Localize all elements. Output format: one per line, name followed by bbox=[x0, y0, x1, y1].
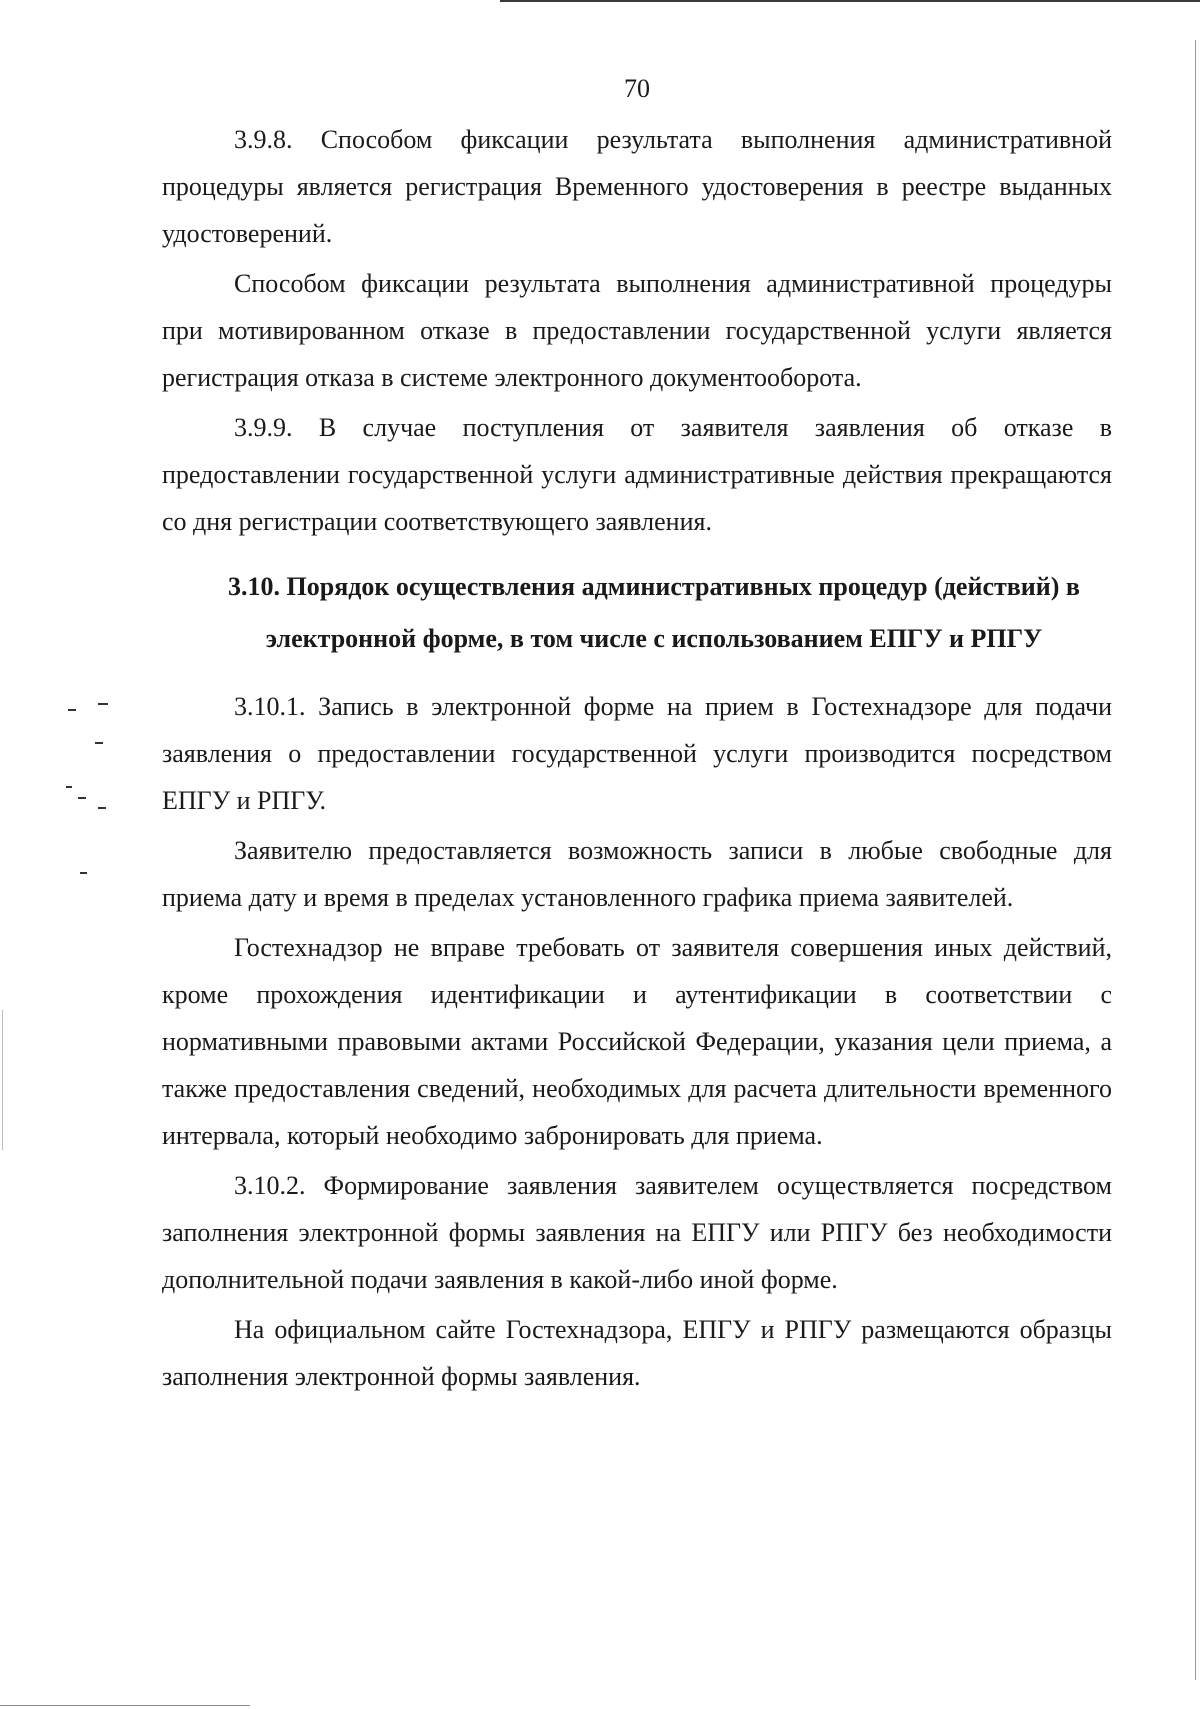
paragraph-3-9-8: 3.9.8. Способом фиксации результата выполнения административной процедуры является регистрация Временного удостоверения в реестре выданных удостоверений. bbox=[162, 125, 1112, 248]
document-page bbox=[162, 62, 1112, 1400]
paragraph-no-extra-actions: Гостехнадзор не вправе требовать от заявителя совершения иных действий, кроме прохождения идентификации и аутентификации в соответствии с нормативными правовыми актами Российской Федерации, указания цели приема, а также предоставления сведений, необходимых для расчета длительности временного интервала, который необходимо забронировать для приема. bbox=[162, 933, 1112, 1150]
scan-speck bbox=[98, 703, 108, 705]
paragraph-3-9-8-refusal: Способом фиксации результата выполнения административной процедуры при мотивированном отказе в предоставлении государственной услуги является регистрация отказа в системе электронного документооборота. bbox=[162, 269, 1112, 392]
scan-edge-bottom bbox=[0, 1705, 250, 1706]
paragraph-3-10-2: 3.10.2. Формирование заявления заявителем осуществляется посредством заполнения электронной формы заявления на ЕПГУ или РПГУ без необходимости дополнительной подачи заявления в какой-либо иной форме. bbox=[162, 1171, 1112, 1294]
section-heading-3-10: 3.10. Порядок осуществления административных процедур (действий) в электронной форме, в том числе с использованием ЕПГУ и РПГУ bbox=[228, 572, 1080, 653]
paragraph-3-10-1: 3.10.1. Запись в электронной форме на прием в Гостехнадзоре для подачи заявления о предоставлении государственной услуги производится посредством ЕПГУ и РПГУ. bbox=[162, 692, 1112, 815]
paragraph-form-samples: На официальном сайте Гостехнадзора, ЕПГУ и РПГУ размещаются образцы заполнения электронной формы заявления. bbox=[162, 1315, 1112, 1391]
scan-edge-left bbox=[2, 1010, 3, 1150]
scan-speck bbox=[78, 797, 86, 799]
scan-edge-top bbox=[500, 0, 1200, 2]
page-number: 70 bbox=[624, 74, 650, 103]
scan-speck bbox=[66, 786, 72, 788]
scan-speck bbox=[68, 709, 76, 711]
scan-edge-right bbox=[1195, 40, 1196, 1680]
paragraph-3-9-9: 3.9.9. В случае поступления от заявителя заявления об отказе в предоставлении государственной услуги административные действия прекращаются со дня регистрации соответствующего заявления. bbox=[162, 413, 1112, 536]
scan-speck bbox=[95, 742, 103, 744]
scan-speck bbox=[98, 807, 106, 809]
paragraph-appointment-slots: Заявителю предоставляется возможность записи в любые свободные для приема дату и время в пределах установленного графика приема заявителей. bbox=[162, 836, 1112, 912]
scan-speck bbox=[80, 872, 87, 874]
